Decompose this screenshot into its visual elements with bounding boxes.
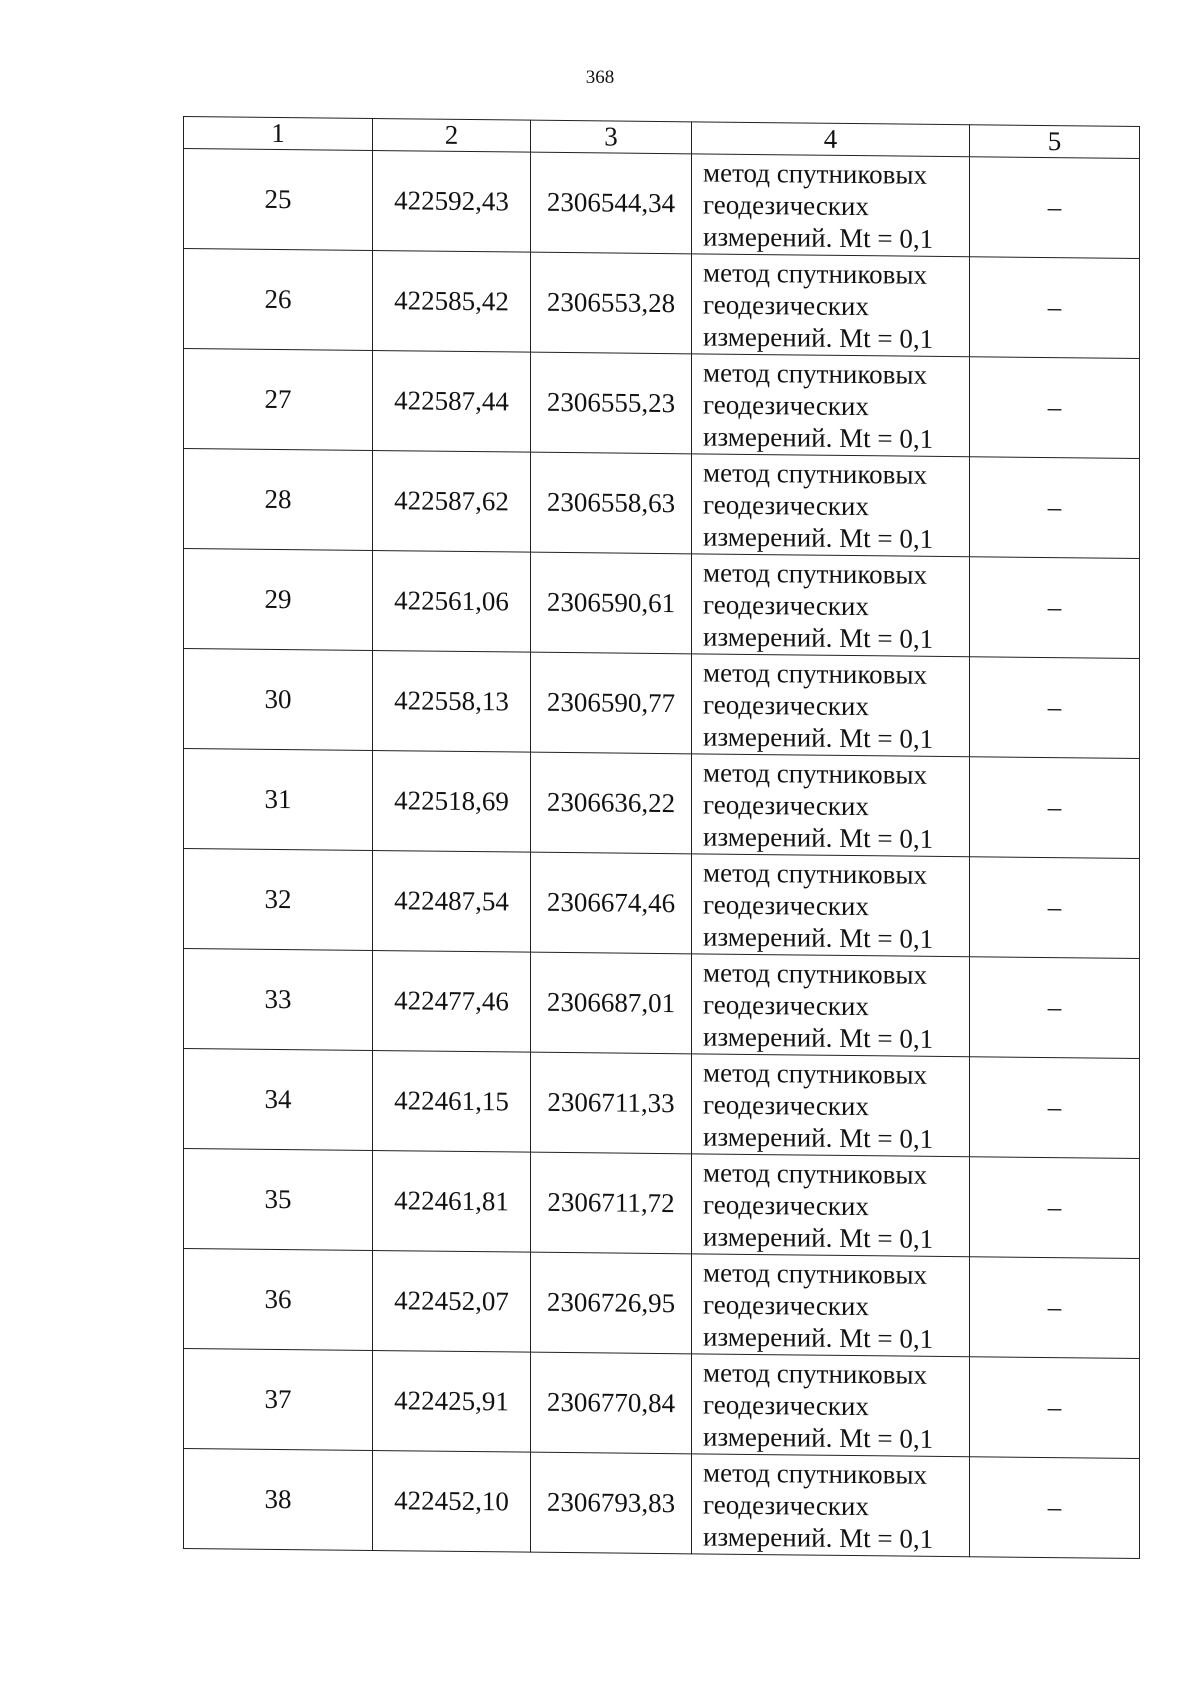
coordinate-x: 422461,81 [373,1150,531,1252]
coordinate-y: 2306590,77 [531,652,692,754]
note-cell: – [970,557,1140,659]
point-number: 30 [184,649,373,751]
method-line: геодезических [703,1188,869,1221]
table-body [184,149,1140,1559]
point-number: 34 [184,1049,373,1151]
note-cell: – [970,757,1140,859]
note-cell: – [970,1057,1140,1159]
method-line: метод спутниковых [703,656,927,690]
table-row [184,249,1140,359]
method-line: измерений. Mt = 0,1 [703,520,934,554]
note-cell: – [970,1257,1140,1359]
point-number: 27 [184,349,373,451]
table-row [184,649,1140,759]
method-line: метод спутниковых [703,556,927,590]
point-number: 33 [184,949,373,1051]
table-row [184,549,1140,659]
note-cell: – [970,1357,1140,1459]
point-number: 28 [184,449,373,551]
method-line: геодезических [703,488,869,521]
note-cell: – [970,657,1140,759]
coordinate-y: 2306793,83 [531,1452,692,1554]
coordinate-y: 2306711,72 [531,1152,692,1254]
method-line: геодезических [703,1288,869,1321]
method-line: геодезических [703,588,869,621]
method-line: метод спутниковых [703,156,927,190]
note-cell: – [970,457,1140,559]
method-line: измерений. Mt = 0,1 [703,1420,934,1454]
point-number: 29 [184,549,373,651]
determination-method [692,1354,970,1457]
method-line: геодезических [703,1488,869,1521]
table-row [184,1349,1140,1459]
determination-method [692,654,970,757]
coordinate-y: 2306636,22 [531,752,692,854]
method-line: метод спутниковых [703,1256,927,1290]
determination-method [692,954,970,1057]
table-row [184,749,1140,859]
table-row [184,949,1140,1059]
method-line: геодезических [703,1388,869,1421]
point-number: 38 [184,1449,373,1551]
coordinate-x: 422487,54 [373,850,531,952]
table-row [184,449,1140,559]
method-line: метод спутниковых [703,1456,927,1490]
method-line: метод спутниковых [703,1156,927,1190]
note-cell: – [970,257,1140,359]
note-cell: – [970,857,1140,959]
coordinate-y: 2306711,33 [531,1052,692,1154]
coordinate-y: 2306674,46 [531,852,692,954]
coordinate-x: 422452,07 [373,1250,531,1352]
table-row [184,349,1140,459]
method-line: геодезических [703,388,869,421]
coordinate-x: 422585,42 [373,250,531,352]
method-line: измерений. Mt = 0,1 [703,1020,934,1054]
coordinate-x: 422461,15 [373,1050,531,1152]
coordinate-y: 2306590,61 [531,552,692,654]
determination-method [692,1454,970,1557]
method-line: метод спутниковых [703,1056,927,1090]
method-line: метод спутниковых [703,756,927,790]
method-line: измерений. Mt = 0,1 [703,1320,934,1354]
method-line: измерений. Mt = 0,1 [703,920,934,954]
coordinate-x: 422477,46 [373,950,531,1052]
method-line: измерений. Mt = 0,1 [703,1520,934,1554]
note-cell: – [970,1157,1140,1259]
method-line: измерений. Mt = 0,1 [703,820,934,854]
method-line: метод спутниковых [703,456,927,490]
coordinate-y: 2306726,95 [531,1252,692,1354]
determination-method [692,1054,970,1157]
method-line: геодезических [703,288,869,321]
determination-method [692,554,970,657]
determination-method [692,454,970,557]
method-line: измерений. Mt = 0,1 [703,1220,934,1254]
coordinate-x: 422561,06 [373,550,531,652]
method-line: геодезических [703,988,869,1021]
table-row [184,1249,1140,1359]
coordinate-x: 422587,62 [373,450,531,552]
determination-method [692,1254,970,1357]
method-line: геодезических [703,188,869,221]
page-number: 368 [585,67,615,88]
table-row [184,1149,1140,1259]
method-line: метод спутниковых [703,856,927,890]
method-line: геодезических [703,888,869,921]
coordinate-y: 2306544,34 [531,152,692,254]
note-cell: – [970,957,1140,1059]
point-number: 35 [184,1149,373,1251]
note-cell: – [970,357,1140,459]
method-line: измерений. Mt = 0,1 [703,220,934,254]
determination-method [692,254,970,357]
method-line: геодезических [703,688,869,721]
determination-method [692,154,970,257]
table-row [184,149,1140,259]
table-row [184,849,1140,959]
point-number: 37 [184,1349,373,1451]
table-row [184,1049,1140,1159]
coordinate-y: 2306555,23 [531,352,692,454]
coordinate-x: 422558,13 [373,650,531,752]
column-header-1: 1 [184,117,373,151]
method-line: геодезических [703,1088,869,1121]
coordinate-y: 2306770,84 [531,1352,692,1454]
column-header-5: 5 [970,125,1140,159]
table-row [184,1449,1140,1559]
method-line: измерений. Mt = 0,1 [703,320,934,354]
column-header-4: 4 [692,122,970,157]
coordinate-y: 2306553,28 [531,252,692,354]
coordinates-table [183,116,1140,1559]
note-cell: – [970,157,1140,259]
point-number: 31 [184,749,373,851]
determination-method [692,754,970,857]
point-number: 32 [184,849,373,951]
coordinate-x: 422425,91 [373,1350,531,1452]
method-line: измерений. Mt = 0,1 [703,1120,934,1154]
note-cell: – [970,1457,1140,1559]
method-line: метод спутниковых [703,1356,927,1390]
method-line: измерений. Mt = 0,1 [703,620,934,654]
determination-method [692,854,970,957]
column-header-2: 2 [373,118,531,152]
method-line: геодезических [703,788,869,821]
method-line: метод спутниковых [703,956,927,990]
method-line: измерений. Mt = 0,1 [703,720,934,754]
coordinate-y: 2306558,63 [531,452,692,554]
point-number: 36 [184,1249,373,1351]
method-line: измерений. Mt = 0,1 [703,420,934,454]
method-line: метод спутниковых [703,256,927,290]
method-line: метод спутниковых [703,356,927,390]
point-number: 25 [184,149,373,251]
determination-method [692,1154,970,1257]
coordinate-y: 2306687,01 [531,952,692,1054]
coordinate-x: 422587,44 [373,350,531,452]
column-header-3: 3 [531,120,692,154]
coordinate-x: 422518,69 [373,750,531,852]
point-number: 26 [184,249,373,351]
determination-method [692,354,970,457]
coordinate-x: 422592,43 [373,150,531,252]
coordinate-x: 422452,10 [373,1450,531,1552]
